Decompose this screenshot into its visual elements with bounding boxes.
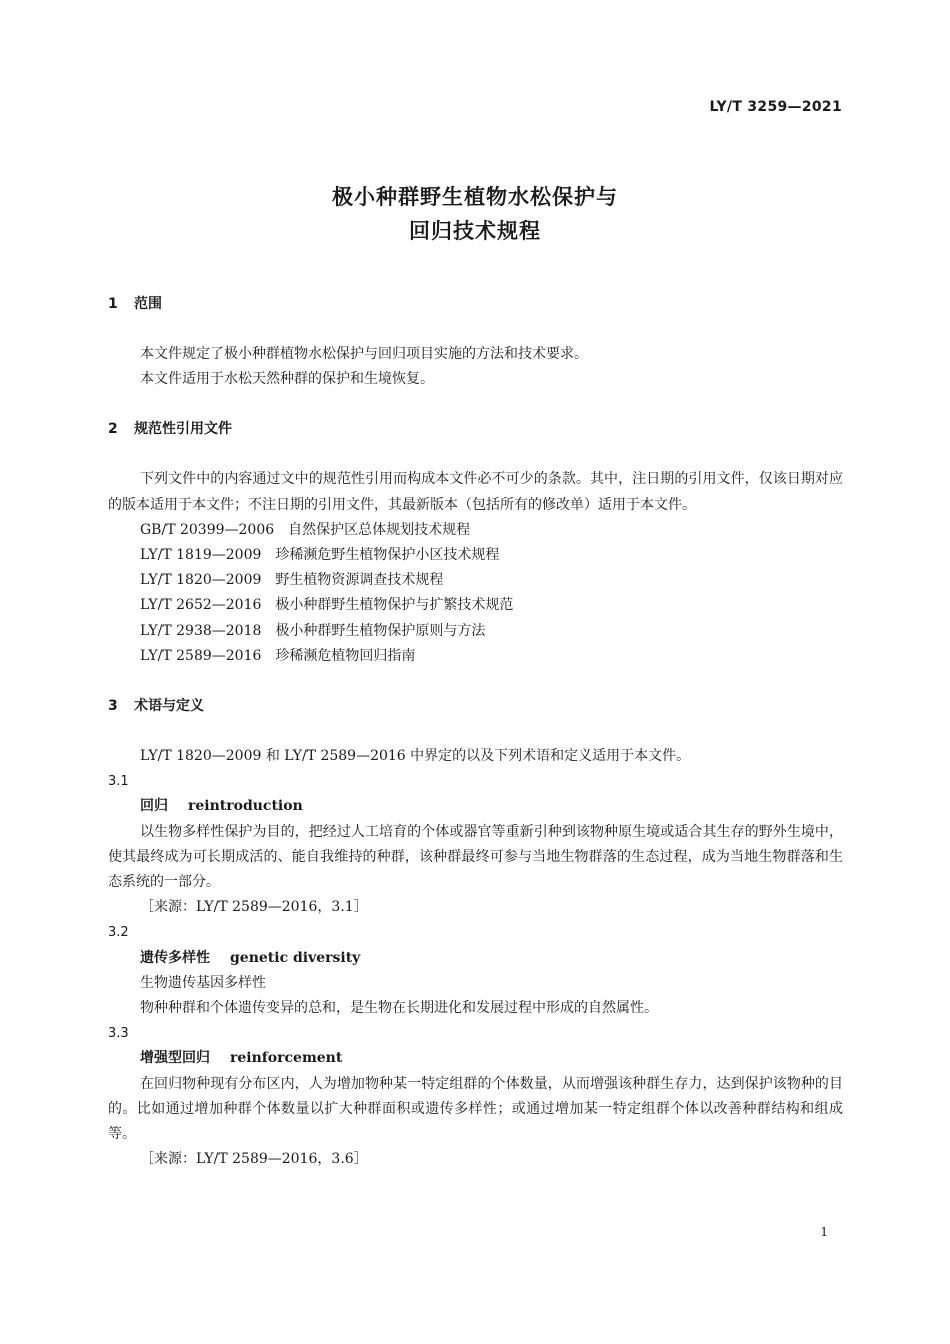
term-english: reinforcement bbox=[230, 1050, 343, 1067]
reference-title: 珍稀濒危植物回归指南 bbox=[275, 647, 416, 664]
title-line-2: 回归技术规程 bbox=[409, 219, 541, 243]
paragraph: 下列文件中的内容通过文中的规范性引用而构成本文件必不可少的条款。其中，注日期的引用文件，仅该日期对应的版本适用于本文件；不注日期的引用文件，其最新版本（包括所有的修改单）适用于本文件。 bbox=[108, 471, 843, 513]
term-chinese: 回归 bbox=[140, 798, 168, 815]
term-title bbox=[108, 794, 843, 819]
reference-title: 极小种群野生植物保护原则与方法 bbox=[275, 622, 486, 639]
paragraph: 本文件适用于水松天然种群的保护和生境恢复。 bbox=[140, 371, 434, 388]
reference-item bbox=[108, 644, 843, 669]
reference-item bbox=[108, 593, 843, 618]
term-number: 3.1 bbox=[108, 774, 129, 790]
section-terms-definitions bbox=[108, 694, 843, 1172]
reference-title: 珍稀濒危野生植物保护小区技术规程 bbox=[275, 547, 500, 564]
section-heading bbox=[108, 292, 843, 317]
term-alternative: 生物遗传基因多样性 bbox=[140, 974, 266, 991]
term-chinese: 增强型回归 bbox=[140, 1050, 210, 1067]
document-body bbox=[108, 292, 843, 1172]
reference-code: LY/T 2652—2016 bbox=[140, 597, 262, 614]
reference-code: LY/T 2589—2016 bbox=[140, 647, 262, 664]
term-definition: 物种种群和个体遗传变异的总和，是生物在长期进化和发展过程中形成的自然属性。 bbox=[140, 1000, 658, 1017]
title-line-1: 极小种群野生植物水松保护与 bbox=[332, 185, 618, 209]
section-title: 范围 bbox=[134, 296, 162, 312]
document-title bbox=[0, 180, 950, 248]
reference-item bbox=[108, 619, 843, 644]
section-heading bbox=[108, 417, 843, 442]
term-title bbox=[108, 1046, 843, 1071]
reference-code: GB/T 20399—2006 bbox=[140, 521, 275, 538]
term-definition: 以生物多样性保护为目的，把经过人工培育的个体或器官等重新引种到该物种原生境或适合其生存的野外生境中，使其最终成为可长期成活的、能自我维持的种群，该种群最终可参与当地生物群落的生态过程，成为当地生物群落和生态系统的一部分。 bbox=[108, 823, 843, 891]
term-source: ［来源：LY/T 2589—2016，3.6］ bbox=[140, 1151, 368, 1168]
reference-code: LY/T 2938—2018 bbox=[140, 622, 262, 639]
section-number: 2 bbox=[108, 421, 118, 438]
term-number: 3.2 bbox=[108, 925, 129, 941]
term-entry bbox=[108, 1021, 843, 1172]
paragraph: LY/T 1820—2009 和 LY/T 2589—2016 中界定的以及下列术语和定义适用于本文件。 bbox=[140, 748, 691, 765]
section-title: 术语与定义 bbox=[134, 698, 204, 715]
term-chinese: 遗传多样性 bbox=[140, 949, 210, 966]
reference-item bbox=[108, 518, 843, 543]
term-source: ［来源：LY/T 2589—2016，3.1］ bbox=[140, 899, 368, 916]
page-number: 1 bbox=[820, 1225, 828, 1239]
term-title bbox=[108, 946, 843, 971]
term-english: reintroduction bbox=[188, 798, 303, 815]
section-normative-references bbox=[108, 417, 843, 669]
term-definition: 在回归物种现有分布区内，人为增加物种某一特定组群的个体数量，从而增强该种群生存力，达到保护该物种的目的。比如通过增加种群个体数量以扩大种群面积或遗传多样性；或通过增加某一特定组群个体以改善种群结构和组成等。 bbox=[108, 1075, 843, 1143]
section-heading bbox=[108, 694, 843, 719]
reference-item bbox=[108, 543, 843, 568]
reference-list bbox=[108, 518, 843, 669]
reference-code: LY/T 1819—2009 bbox=[140, 547, 262, 564]
reference-title: 自然保护区总体规划技术规程 bbox=[288, 521, 471, 538]
section-number: 1 bbox=[108, 296, 118, 312]
term-number: 3.3 bbox=[108, 1026, 129, 1042]
term-entry bbox=[108, 769, 843, 920]
section-scope bbox=[108, 292, 843, 392]
section-title: 规范性引用文件 bbox=[134, 421, 232, 438]
term-english: genetic diversity bbox=[230, 949, 361, 966]
reference-item bbox=[108, 568, 843, 593]
reference-title: 极小种群野生植物保护与扩繁技术规范 bbox=[275, 597, 514, 614]
section-number: 3 bbox=[108, 698, 118, 715]
reference-code: LY/T 1820—2009 bbox=[140, 572, 262, 589]
paragraph: 本文件规定了极小种群植物水松保护与回归项目实施的方法和技术要求。 bbox=[140, 346, 588, 362]
standard-code: LY/T 3259—2021 bbox=[709, 99, 842, 115]
reference-title: 野生植物资源调查技术规程 bbox=[275, 572, 444, 589]
term-entry bbox=[108, 920, 843, 1021]
